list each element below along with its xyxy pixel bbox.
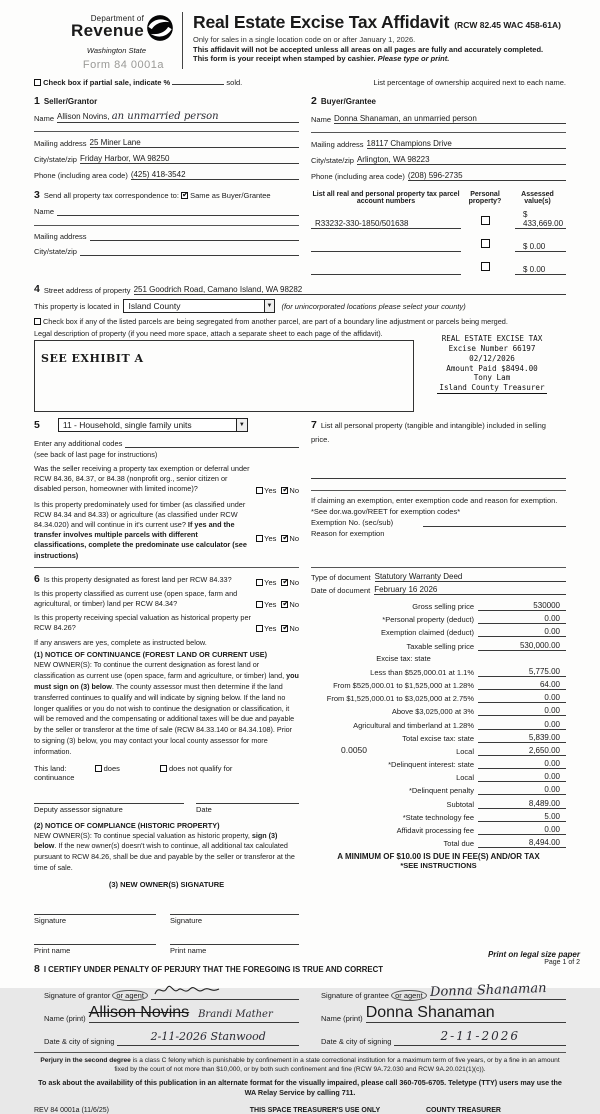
- q-yes-checkbox[interactable]: [256, 601, 263, 608]
- grantor-signature-field[interactable]: [151, 981, 299, 1000]
- table-row: [311, 234, 566, 252]
- subtitle-line3: This form is your receipt when stamped by cashier. Please type or print.: [193, 54, 450, 63]
- q-no-checkbox[interactable]: [281, 487, 288, 494]
- buyer-city-label: City/state/zip: [311, 156, 354, 165]
- tax-computation: [311, 567, 566, 955]
- print-name-label: Print name: [34, 945, 71, 955]
- dor-swirl-icon: [146, 14, 174, 47]
- section-correspondence: [34, 189, 299, 275]
- corr-mailing-field[interactable]: [90, 233, 299, 241]
- seller-name-label: Name: [34, 114, 55, 123]
- page-title: Real Estate Excise Tax Affidavit: [193, 12, 450, 32]
- additional-codes-field[interactable]: [125, 440, 299, 448]
- grantee-signature-field[interactable]: [430, 981, 566, 1000]
- local-rate-value: 0.0050: [341, 744, 367, 755]
- land-use-code-dropdown[interactable]: [58, 418, 248, 432]
- deputy-signature-label: Deputy assessor signature: [34, 804, 123, 814]
- tax-row: 0.0050 Local 2,650.00: [311, 743, 566, 756]
- seller-phone-field[interactable]: (425) 418-3542: [131, 170, 299, 180]
- treasurer-space-label: THIS SPACE TREASURER'S USE ONLY: [249, 1107, 381, 1114]
- personal-property-checkbox[interactable]: [481, 262, 490, 271]
- logo-revenue-text: Revenue: [71, 21, 144, 40]
- q-no-checkbox[interactable]: [281, 535, 288, 542]
- q-yes-checkbox[interactable]: [256, 579, 263, 586]
- section-seller: [34, 91, 299, 181]
- county-dropdown-value: Island County: [128, 301, 181, 311]
- legal-description-value: SEE EXHIBIT A: [41, 352, 144, 365]
- signature-label: Signature: [170, 915, 203, 925]
- segregated-label: Check box if any of the listed parcels are being segregated from another parcel, are part of a boundary line adjustment or parcels being merged.: [43, 317, 508, 326]
- parcel-number-field[interactable]: R33232-330-1850/501638: [311, 219, 461, 229]
- tax-row: Less than $525,000.01 at 1.1% 5,775.00: [311, 664, 566, 677]
- tax-value-field[interactable]: 0.00: [478, 825, 566, 835]
- print-note: Print on legal size paper Page 1 of 2: [487, 950, 580, 966]
- partial-percent-field[interactable]: [172, 77, 224, 85]
- grantor-print-field[interactable]: Allison Novins Brandi Mather: [89, 1004, 299, 1023]
- q-yes-checkbox[interactable]: [256, 535, 263, 542]
- tax-value-field[interactable]: 5.00: [478, 812, 566, 822]
- personal-property-checkbox[interactable]: [481, 216, 490, 225]
- section6-number: 6: [34, 572, 40, 585]
- grantee-print-field[interactable]: Donna Shanaman: [366, 1004, 566, 1023]
- chevron-down-icon[interactable]: ▼: [236, 419, 247, 431]
- partial-sale-checkbox[interactable]: [34, 79, 41, 86]
- tax-value-field[interactable]: 0.00: [478, 720, 566, 730]
- tax-row: *Delinquent penalty 0.00: [311, 782, 566, 795]
- section8-number: 8: [34, 962, 40, 975]
- logo-dept-text: Department of: [90, 14, 144, 23]
- grantee-date-field[interactable]: [394, 1027, 566, 1046]
- tax-value-field[interactable]: 5,775.00: [478, 667, 566, 677]
- deputy-date-label: Date: [196, 804, 212, 814]
- tax-row: *Personal property (deduct) 0.00: [311, 611, 566, 624]
- tax-row: Above $3,025,000 at 3% 0.00: [311, 703, 566, 716]
- corr-name-field[interactable]: [57, 208, 299, 216]
- minimum-due-note: A MINIMUM OF $10.00 IS DUE IN FEE(S) AND/OR TAX: [337, 852, 540, 862]
- section-property: [34, 283, 566, 412]
- tax-row: *State technology fee 5.00: [311, 809, 566, 822]
- timber-agriculture-question: Is this property predominately used for timber (as classified under RCW 84.34 and 84.33) or agriculture (as classified under RCW 84.34.020) and will continue in it's current use? If yes and the transfer involves multiple parcels with different classifications, complete the predominate use calculator (see instructions): [34, 499, 247, 560]
- tax-row: From $1,525,000.01 to $3,025,000 at 2.75% 0.00: [311, 690, 566, 703]
- tax-row: *Delinquent interest: state 0.00: [311, 756, 566, 769]
- grantor-date-field[interactable]: [117, 1027, 299, 1046]
- q-no-checkbox[interactable]: [281, 579, 288, 586]
- street-address-label: Street address of property: [43, 286, 131, 295]
- section7-number: 7: [311, 419, 317, 431]
- header-divider: [182, 12, 183, 69]
- buyer-city-field[interactable]: Arlington, WA 98223: [357, 155, 566, 165]
- tax-value-field[interactable]: 0.00: [478, 693, 566, 703]
- buyer-name-field[interactable]: Donna Shanaman, an unmarried person: [334, 114, 566, 124]
- seller-name-field[interactable]: Allison Novins, an unmarried person: [57, 111, 299, 123]
- historical-property-question: Is this property receiving special valuation as historical property per RCW 84.26?: [34, 612, 251, 633]
- tax-row: Affidavit processing fee 0.00: [311, 822, 566, 835]
- partial-sold-label: sold.: [226, 78, 243, 87]
- excise-tax-state-header: Excise tax: state: [376, 653, 431, 663]
- seller-mailing-field[interactable]: 25 Miner Lane: [90, 138, 299, 148]
- print-name-label: Print name: [170, 945, 207, 955]
- new-owner-printname-field[interactable]: [170, 931, 299, 945]
- partial-sale-row: [34, 77, 242, 87]
- forest-land-question: Is this property designated as forest land per RCW 84.33?: [43, 574, 232, 584]
- doc-type-label: Type of document: [311, 572, 371, 582]
- notice-compliance-title: (2) NOTICE OF COMPLIANCE (HISTORIC PROPERTY): [34, 820, 220, 830]
- grantee-date-label: Date & city of signing: [321, 1036, 392, 1046]
- see-instructions-note: *SEE INSTRUCTIONS: [400, 861, 477, 871]
- tax-value-field[interactable]: 0.00: [478, 614, 566, 624]
- see-back-note: (see back of last page for instructions): [34, 450, 158, 459]
- tax-value-field[interactable]: 530,000.00: [478, 641, 566, 651]
- does-checkbox[interactable]: [95, 765, 102, 772]
- new-owner-signature-title: (3) NEW OWNER(S) SIGNATURE: [108, 879, 225, 889]
- q-yes-checkbox[interactable]: [256, 625, 263, 632]
- street-address-field[interactable]: 251 Goodrich Road, Camano Island, WA 98282: [134, 285, 566, 295]
- section5-number: 5: [34, 419, 40, 431]
- personal-property-checkbox[interactable]: [481, 239, 490, 248]
- continuance-label: continuance: [34, 772, 75, 782]
- personal-property-intro: List all personal property (tangible and intangible) included in selling price.: [311, 421, 546, 444]
- this-land-label: This land:: [34, 763, 67, 773]
- ownership-note: List percentage of ownership acquired next to each name.: [373, 78, 566, 87]
- grantor-date-handwriting: 2-11-2026 Stanwood: [150, 1029, 266, 1043]
- subtitle-line1: Only for sales in a single location code on or after January 1, 2026.: [193, 35, 416, 44]
- grantor-date-label: Date & city of signing: [44, 1036, 115, 1046]
- corr-city-label: City/state/zip: [34, 247, 77, 256]
- tax-row: Agricultural and timberland at 1.28% 0.00: [311, 716, 566, 729]
- chevron-down-icon[interactable]: ▼: [264, 300, 275, 312]
- section2-number: 2: [311, 95, 317, 107]
- section4-number: 4: [34, 283, 40, 295]
- doc-date-label: Date of document: [311, 585, 371, 595]
- tax-value-field[interactable]: 8,494.00: [478, 838, 566, 848]
- deputy-date-field[interactable]: [196, 790, 299, 804]
- parcel-number-field[interactable]: [311, 251, 461, 252]
- same-as-buyer-label: Same as Buyer/Grantee: [190, 191, 271, 200]
- tax-value-field[interactable]: 530000: [478, 601, 566, 611]
- tax-row: Total excise tax: state 5,839.00: [311, 730, 566, 743]
- dor-logo: [34, 10, 174, 71]
- current-use-question: Is this property classified as current use (open space, farm and agricultural, or timber) land per RCW 84.34?: [34, 588, 238, 608]
- subtitle-line2: This affidavit will not be accepted unless all areas on all pages are fully and accurately completed.: [193, 45, 544, 54]
- grantor-signature-scribble: [151, 982, 231, 998]
- tax-value-field[interactable]: 8,489.00: [478, 799, 566, 809]
- table-row: [311, 210, 566, 229]
- rev-number: REV 84 0001a (11/6/25): [34, 1107, 109, 1114]
- county-treasurer-label: COUNTY TREASURER: [426, 1107, 501, 1114]
- section-certification: [34, 959, 566, 1046]
- assessed-value-field[interactable]: $ 0.00: [515, 265, 566, 275]
- section1-title: Seller/Grantor: [43, 97, 98, 106]
- corr-mailing-label: Mailing address: [34, 232, 87, 241]
- section-personal-property: [311, 418, 566, 561]
- does-label: does: [103, 763, 120, 773]
- signature-label: Signature: [34, 915, 67, 925]
- parcel-col2-header: Personal property?: [468, 191, 502, 205]
- seller-city-field[interactable]: Friday Harbor, WA 98250: [80, 154, 299, 164]
- tax-value-field[interactable]: 5,839.00: [478, 733, 566, 743]
- same-as-buyer-checkbox[interactable]: [181, 192, 188, 199]
- treasurer-stamp: REAL ESTATE EXCISE TAX Excise Number 66197 02/12/2026 Amount Paid $8494.00 Tony Lam Island County Treasurer: [439, 334, 545, 393]
- q-yes-checkbox[interactable]: [256, 487, 263, 494]
- logo-state-text: Washington State: [86, 46, 146, 55]
- perjury-notice: Perjury in the second degree is a class C felony which is punishable by confinement in a state correctional institution for a maximum term of five years, or by a fine in an amount fixed by the court of not more than $10,000, or by both such confinement and fine (RCW 9A.72.030 and RCW 9A.20.021(1)(c)).: [40, 1056, 560, 1073]
- tax-row: Total due 8,494.00: [311, 835, 566, 848]
- land-use-code-value: 11 - Household, single family units: [62, 420, 192, 430]
- county-note: (for unincorporated locations please select your county): [281, 301, 466, 311]
- buyer-phone-label: Phone (including area code): [311, 172, 405, 181]
- tax-row: Local 0.00: [311, 769, 566, 782]
- exemption-no-field[interactable]: [423, 519, 566, 527]
- does-not-label: does not qualify for: [168, 763, 233, 773]
- section2-title: Buyer/Grantee: [320, 97, 376, 106]
- section1-number: 1: [34, 95, 40, 107]
- tax-row: Taxable selling price 530,000.00: [311, 637, 566, 650]
- new-owner-signature-field[interactable]: [34, 901, 156, 915]
- section3-intro: Send all property tax correspondence to:: [43, 191, 179, 200]
- located-in-label: This property is located in: [34, 301, 120, 311]
- page-number: Page 1 of 2: [544, 959, 580, 966]
- additional-codes-label: Enter any additional codes: [34, 439, 123, 448]
- reason-exemption-label: Reason for exemption: [311, 528, 385, 538]
- notice-continuance-body: NEW OWNER(S): To continue the current designation as forest land or classification as current use (open space, farm and agriculture, or timber) land, you must sign on (3) below. The county assessor must then determine if the land transferred continues to qualify and will indicate by signing below. If the land no longer qualifies or you do not wish to continue the designation or classification, it will be removed and the compensating or additional taxes will be due and payable by the seller or transferor at the time of sale (RCW 84.33.140 or 84.34.108). Prior to signing (3) below, you may contact your local county assessor for more information.: [34, 660, 299, 756]
- section-forest-land: 6 Is this property designated as forest land per RCW 84.33? Yes ✔ No Is this property classified as current use (open space, farm and agricultural, or timber) land per RCW 84.34? Yes ✔ No Is this property receiving special valuation as historical property per RCW 84.26? Yes ✔ No If any answers are yes, complete as instructed below. (1) NOTICE OF CONTINUANCE (FOREST LAND OR CURRENT USE) NEW OWNER(S): To continue the current designation as forest land or classification as current use (open space, farm and agriculture, or timber) land, you must sign on (3) below. The county assessor must then determine if the land transferred continues to qualify and will indicate by signing below. If the land no longer qualifies or you do not wish to continue the designation or classification, it will be removed and the compensating or additional taxes will be due and payable by the seller or transferor at the time of sale (RCW 84.33.140 or 84.34.108). Prior to signing (3) below, you may contact your local county assessor for more information. This land: does does not qualify for continuance Deputy assessor signature Date (2) NOTICE OF COMPLIANCE (HISTORIC PROPERTY) NEW OWNER(S): To continue special valuation as historic property, sign (3) below. If the new owner(s) doesn't wish to continue, all additional tax calculated pursuant to RCW 84.26, shall be due and payable by the seller or transferor at the time of sale. (3) NEW OWNER(S) SIGNATURE Signature Signature Print name Print name: [34, 567, 299, 955]
- parcel-number-field[interactable]: [311, 274, 461, 275]
- county-dropdown[interactable]: [123, 299, 275, 313]
- tax-value-field[interactable]: 0.00: [478, 706, 566, 716]
- form-number: Form 84 0001a: [82, 59, 164, 71]
- legal-description-label: Legal description of property (if you need more space, attach a separate sheet to each page of the affidavit).: [34, 329, 383, 338]
- tax-value-field[interactable]: 64.00: [478, 680, 566, 690]
- exemption-instructions: If claiming an exemption, enter exemption code and reason for exemption. *See dor.wa.gov/REET for exemption codes*: [311, 490, 566, 518]
- section-buyer: [311, 91, 566, 181]
- partial-sale-label: Check box if partial sale, indicate %: [43, 78, 171, 87]
- seller-phone-label: Phone (including area code): [34, 171, 128, 180]
- title-rcw-reference: (RCW 82.45 WAC 458-61A): [454, 20, 561, 30]
- buyer-mailing-label: Mailing address: [311, 140, 364, 149]
- tax-value-field[interactable]: 0.00: [478, 772, 566, 782]
- certification-title: I CERTIFY UNDER PENALTY OF PERJURY THAT THE FOREGOING IS TRUE AND CORRECT: [43, 964, 384, 974]
- tax-value-field[interactable]: 0.00: [478, 759, 566, 769]
- form-header: [34, 10, 566, 71]
- accessibility-notice: To ask about the availability of this publication in an alternate format for the visually impaired, please call 360-705-6705. Teletype (TTY) users may use the WA Relay Service by calling 711.: [38, 1078, 562, 1097]
- tax-value-field[interactable]: 0.00: [478, 627, 566, 637]
- tax-row: Exemption claimed (deduct) 0.00: [311, 624, 566, 637]
- parcel-table: [311, 189, 566, 275]
- table-row: [311, 257, 566, 275]
- corr-name-label: Name: [34, 207, 55, 216]
- doc-date-field[interactable]: February 16 2026: [374, 585, 566, 595]
- notice-compliance-body: NEW OWNER(S): To continue special valuation as historic property, sign (3) below. If the new owner(s) doesn't wish to continue, all additional tax calculated pursuant to RCW 84.26, shall be due and payable by the seller or transferor at the time of sale.: [34, 830, 295, 872]
- grantor-print-label: Name (print): [44, 1013, 86, 1023]
- section3-number: 3: [34, 189, 40, 201]
- parcel-col3-header: Assessed value(s): [521, 191, 554, 205]
- if-any-yes-note: If any answers are yes, complete as instructed below.: [34, 638, 207, 648]
- buyer-phone-field[interactable]: (208) 596-2735: [408, 171, 566, 181]
- q-no-checkbox[interactable]: [281, 601, 288, 608]
- parcel-col1-header: List all real and personal property tax parcel account numbers: [312, 191, 460, 205]
- grantee-date-handwriting: 2-11-2026: [440, 1028, 520, 1043]
- tax-row: From $525,000.01 to $1,525,000 at 1.28% 64.00: [311, 677, 566, 690]
- tax-value-field[interactable]: 0.00: [478, 785, 566, 795]
- tax-row: Subtotal 8,489.00: [311, 795, 566, 808]
- corr-city-field[interactable]: [80, 248, 299, 256]
- seller-city-label: City/state/zip: [34, 155, 77, 164]
- grantee-signature-handwriting: Donna Shanaman: [429, 980, 547, 1000]
- deputy-signature-field[interactable]: [34, 790, 184, 804]
- assessed-value-field[interactable]: $ 433,669.00: [515, 210, 566, 229]
- buyer-name-label: Name: [311, 115, 332, 124]
- grantee-print-label: Name (print): [321, 1013, 363, 1023]
- assessed-value-field[interactable]: $ 0.00: [515, 242, 566, 252]
- doc-type-field[interactable]: Statutory Warranty Deed: [375, 572, 566, 582]
- buyer-mailing-field[interactable]: 18117 Champions Drive: [367, 139, 566, 149]
- new-owner-printname-field[interactable]: [34, 931, 156, 945]
- exemption-deferral-question: Was the seller receiving a property tax exemption or deferral under RCW 84.36, 84.37, or 84.38 (nonprofit org., senior citizen or disabled person, homeowner with limited income)?: [34, 464, 250, 494]
- notice-continuance-title: (1) NOTICE OF CONTINUANCE (FOREST LAND OR CURRENT USE): [34, 650, 268, 660]
- grantor-sig-label: Signature of grantor or agent: [44, 991, 148, 1000]
- tax-value-field[interactable]: 2,650.00: [478, 746, 566, 756]
- segregated-checkbox[interactable]: [34, 318, 41, 325]
- exemption-no-label: Exemption No. (sec/sub): [311, 517, 394, 527]
- grantor-print-handwriting: Brandi Mather: [198, 1008, 273, 1020]
- legal-description-box[interactable]: [34, 340, 414, 412]
- personal-property-field[interactable]: [311, 471, 566, 479]
- does-not-checkbox[interactable]: [160, 765, 167, 772]
- new-owner-signature-field[interactable]: [170, 901, 299, 915]
- seller-mailing-label: Mailing address: [34, 139, 87, 148]
- section-use-code: 5 11 - Household, single family units ▼ Enter any additional codes (see back of last page for instructions) Was the seller receiving a property tax exemption or deferral under RCW 84.36, 84.37, or 84.38 (nonprofit org., senior citizen or disabled person, homeowner with limited income)? Yes ✔ No Is this property predominately used for timber (as classified under RCW 84.34 and 84.33) or agriculture (as classified under RCW 84.34.020) and will continue in it's current use? If yes and the transfer involves multiple parcels with different classifications, complete the predominate use calculator (see instructions) Yes ✔ No: [34, 418, 299, 561]
- q-no-checkbox[interactable]: [281, 625, 288, 632]
- seller-name-handwriting: an unmarried person: [111, 111, 219, 122]
- grantee-sig-label: Signature of grantee or agent: [321, 991, 427, 1000]
- tax-row: Gross selling price 530000: [311, 598, 566, 611]
